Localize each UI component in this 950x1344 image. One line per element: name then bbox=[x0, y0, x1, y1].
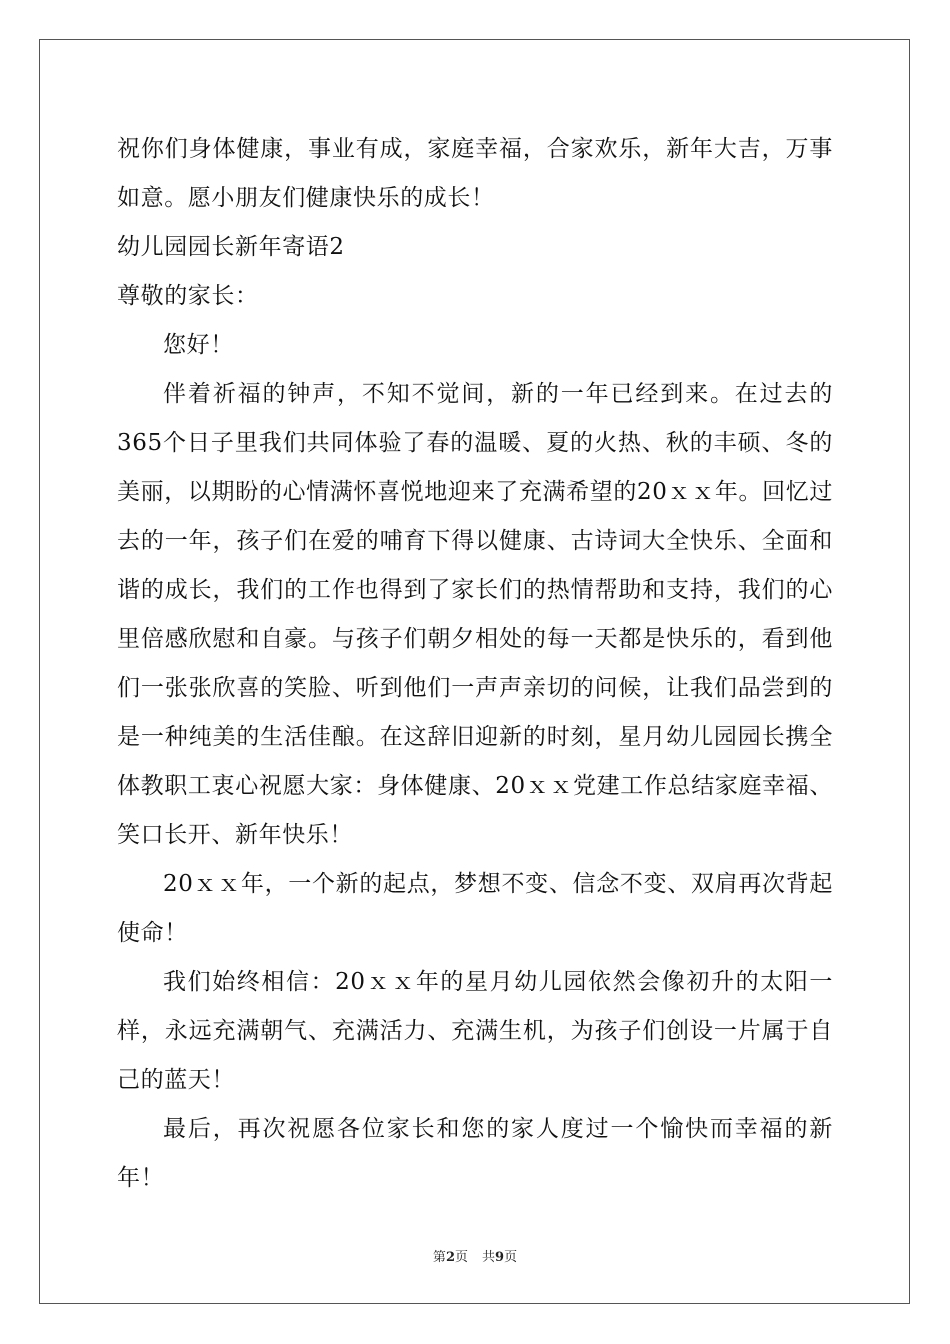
page-footer bbox=[0, 1246, 950, 1265]
paragraph-belief: 我们始终相信：20ｘｘ年的星月幼儿园依然会像初升的太阳一样，永远充满朝气、充满活力、充满生机，为孩子们创设一片属于自己的蓝天！ bbox=[117, 969, 833, 1093]
paragraph-new-start: 20ｘｘ年，一个新的起点，梦想不变、信念不变、双肩再次背起使命！ bbox=[117, 871, 833, 946]
greeting: 您好！ bbox=[163, 332, 234, 358]
page-suffix: 页 bbox=[454, 1250, 468, 1265]
total-prefix: 共 bbox=[482, 1250, 496, 1265]
page-prefix: 第 bbox=[432, 1250, 446, 1265]
document-body bbox=[117, 125, 833, 1203]
salutation: 尊敬的家长： bbox=[117, 283, 259, 309]
paragraph-main-body: 伴着祈福的钟声，不知不觉间，新的一年已经到来。在过去的365个日子里我们共同体验了春的温暖、夏的火热、秋的丰硕、冬的美丽，以期盼的心情满怀喜悦地迎来了充满希望的20ｘｘ年。回忆过去的一年，孩子们在爱的哺育下得以健康、古诗词大全快乐、全面和谐的成长，我们的工作也得到了家长们的热情帮助和支持，我们的心里倍感欣慰和自豪。与孩子们朝夕相处的每一天都是快乐的，看到他们一张张欣喜的笑脸、听到他们一声声亲切的问候，让我们品尝到的是一种纯美的生活佳酿。在这辞旧迎新的时刻，星月幼儿园园长携全体教职工衷心祝愿大家：身体健康、20ｘｘ党建工作总结家庭幸福、笑口长开、新年快乐！ bbox=[117, 381, 833, 848]
section-heading: 幼儿园园长新年寄语2 bbox=[117, 234, 345, 260]
total-pages: 9 bbox=[495, 1250, 505, 1265]
paragraph-closing-wishes: 祝你们身体健康，事业有成，家庭幸福，合家欢乐，新年大吉，万事如意。愿小朋友们健康快乐的成长！ bbox=[117, 136, 833, 211]
page-number: 2 bbox=[445, 1250, 455, 1265]
total-suffix: 页 bbox=[504, 1250, 518, 1265]
paragraph-final-wishes: 最后，再次祝愿各位家长和您的家人度过一个愉快而幸福的新年！ bbox=[117, 1116, 833, 1191]
